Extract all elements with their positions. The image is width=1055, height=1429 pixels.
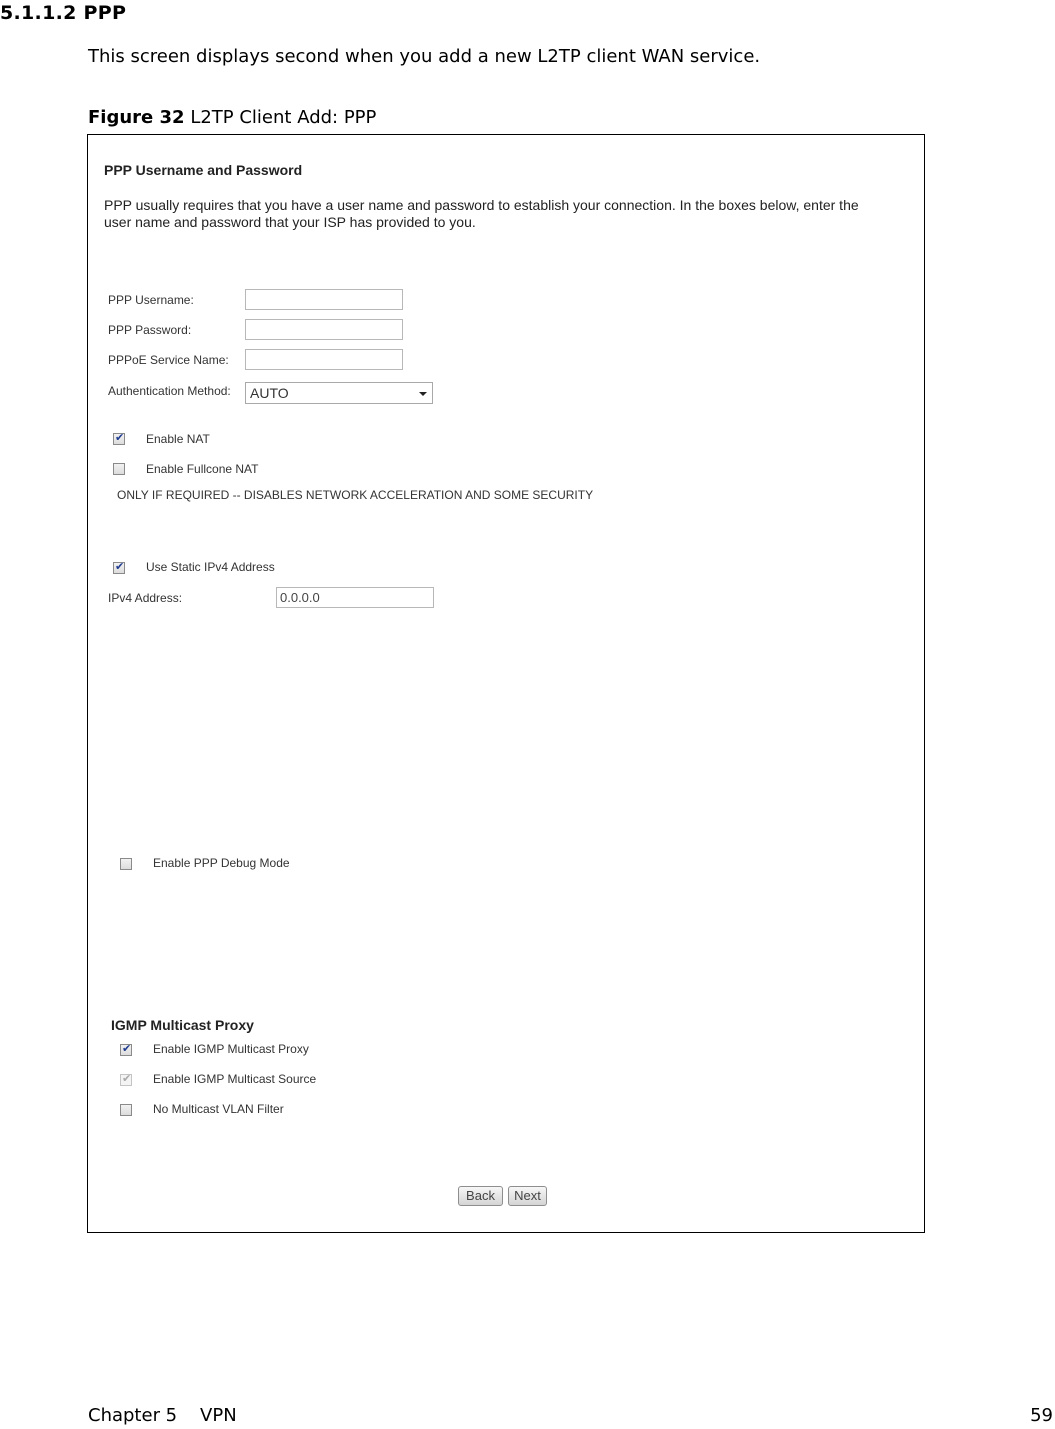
authentication-method-label: Authentication Method: <box>108 384 231 398</box>
authentication-method-select[interactable] <box>245 382 433 404</box>
ipv4-address-input[interactable]: 0.0.0.0 <box>276 587 434 608</box>
chevron-down-icon <box>419 392 427 396</box>
authentication-method-value: AUTO <box>250 385 289 401</box>
enable-fullcone-nat-checkbox[interactable] <box>113 463 125 475</box>
section-heading: 5.1.1.2 PPP <box>0 2 127 24</box>
ppp-username-label: PPP Username: <box>108 293 194 307</box>
enable-igmp-proxy-label: Enable IGMP Multicast Proxy <box>153 1042 309 1056</box>
use-static-ipv4-label: Use Static IPv4 Address <box>146 560 275 574</box>
figure-caption <box>88 107 376 128</box>
ipv4-address-label: IPv4 Address: <box>108 591 183 605</box>
no-multicast-vlan-filter-label: No Multicast VLAN Filter <box>153 1102 284 1116</box>
figure-title: L2TP Client Add: PPP <box>190 107 377 128</box>
enable-nat-checkbox[interactable] <box>113 433 125 445</box>
no-multicast-vlan-filter-checkbox[interactable] <box>120 1104 132 1116</box>
enable-ppp-debug-label: Enable PPP Debug Mode <box>153 856 290 870</box>
enable-ppp-debug-checkbox[interactable] <box>120 858 132 870</box>
enable-igmp-proxy-checkbox[interactable] <box>120 1044 132 1056</box>
ppp-credentials-description: PPP usually requires that you have a user name and password to establish your connection. In the boxes below, enter the user name and password that your ISP has provided to you. <box>104 197 859 230</box>
next-button[interactable]: Next <box>508 1186 547 1206</box>
enable-nat-label: Enable NAT <box>146 432 210 446</box>
fullcone-warning: ONLY IF REQUIRED -- DISABLES NETWORK ACCELERATION AND SOME SECURITY <box>117 488 594 502</box>
ppp-credentials-title: PPP Username and Password <box>104 162 303 178</box>
enable-igmp-source-checkbox[interactable] <box>120 1074 132 1086</box>
ppp-password-input[interactable] <box>245 319 403 340</box>
enable-fullcone-nat-label: Enable Fullcone NAT <box>146 462 259 476</box>
pppoe-service-name-label: PPPoE Service Name: <box>108 353 229 367</box>
ppp-password-label: PPP Password: <box>108 323 192 337</box>
figure-number: Figure 32 <box>88 107 185 128</box>
ppp-username-input[interactable] <box>245 289 403 310</box>
footer-chapter: Chapter 5 VPN <box>88 1405 237 1426</box>
use-static-ipv4-checkbox[interactable] <box>113 562 125 574</box>
intro-text: This screen displays second when you add a new L2TP client WAN service. <box>88 46 761 67</box>
igmp-multicast-proxy-title: IGMP Multicast Proxy <box>111 1017 254 1033</box>
enable-igmp-source-label: Enable IGMP Multicast Source <box>153 1072 317 1086</box>
figure-frame <box>87 134 925 1233</box>
pppoe-service-name-input[interactable] <box>245 349 403 370</box>
footer-page-number: 59 <box>1030 1405 1053 1426</box>
back-button[interactable]: Back <box>458 1186 503 1206</box>
